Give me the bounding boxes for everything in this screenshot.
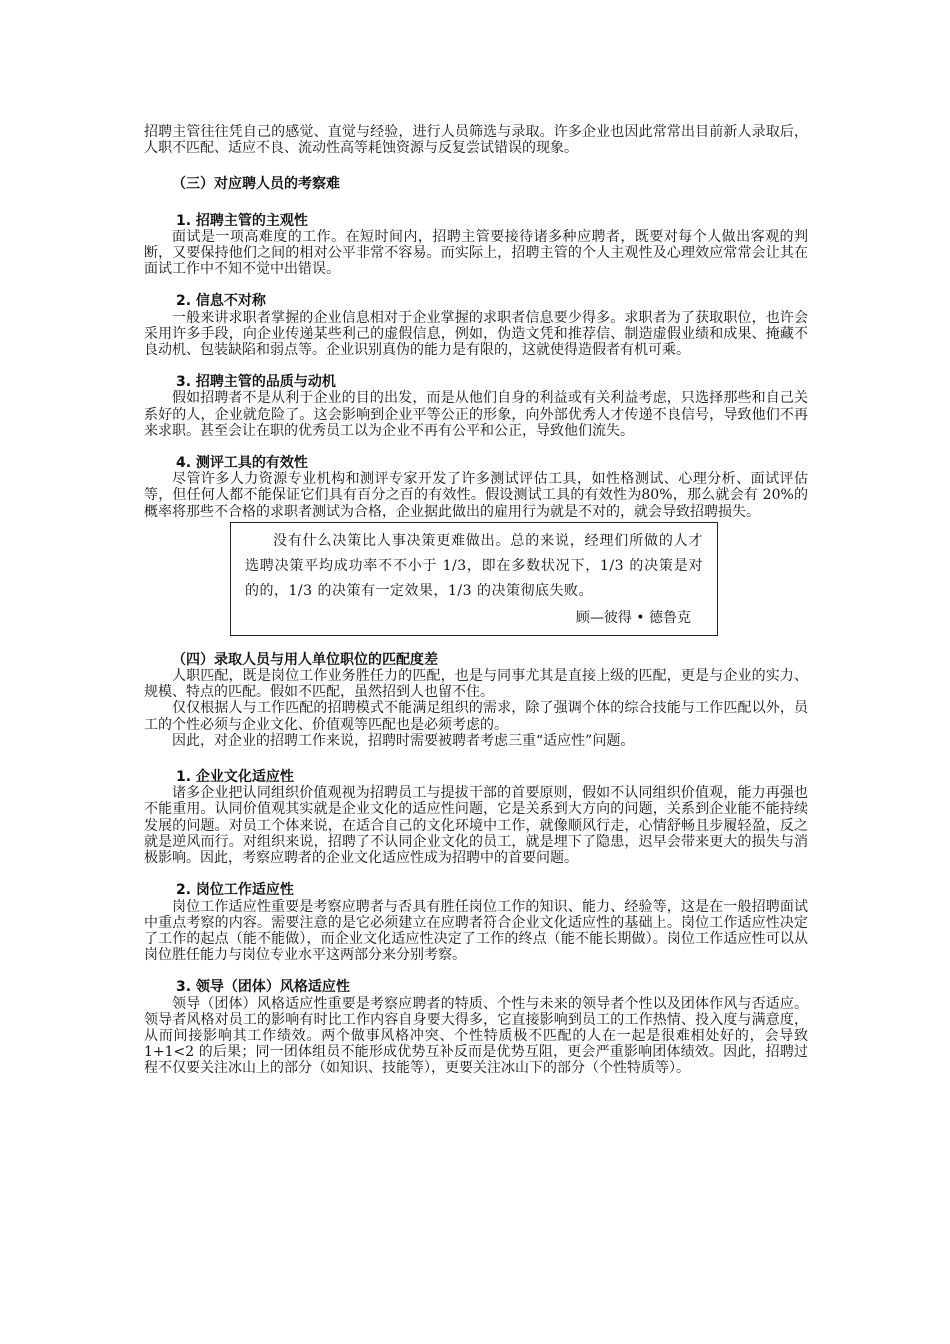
subheading-leadership-fit: 3. 领导（团体）风格适应性 (176, 979, 350, 996)
quote-box (230, 522, 718, 636)
paragraph-job-fit: 岗位工作适应性重要是考察应聘者与否具有胜任岗位工作的知识、能力、经验等，这是在一般招聘面试中重点考察的内容。需要注意的是它必须建立在应聘者符合企业文化适应性的基础上。岗位工作适应性决定了工作的起点（能不能做），而企业文化适应性决定了工作的终点（能不能长期做）。岗位工作适应性可以从岗位胜任能力与岗位专业水平这两部分来分别考察。 (144, 898, 808, 964)
paragraph-leadership-fit: 领导（团体）风格适应性重要是考察应聘者的特质、个性与未来的领导者个性以及团体作风与否适应。领导者风格对员工的影响有时比工作内容自身要大得多，它直接影响到员工的工作热情、投入度与满意度，从而间接影响其工作绩效。两个做事风格冲突、个性特质极不匹配的人在一起是很难相处好的，会导致 1+1<2 的后果；同一团体组员不能形成优势互补反而是优势互阻，更会严重影响团体绩效。因此，招聘过程不仅要关注冰山上的部分（如知识、技能等），更要关注冰山下的部分（个性特质等）。 (144, 995, 808, 1077)
paragraph-tool-validity: 尽管许多人力资源专业机构和测评专家开发了许多测试评估工具，如性格测试、心理分析、面试评估等，但任何人都不能保证它们具有百分之百的有效性。假设测试工具的有效性为80%，那么就会有 20%的概率将那些不合格的求职者测试为合格，企业据此做出的雇用行为就是不对的，就会导致招聘损失。 (144, 471, 808, 520)
paragraph-information-asymmetry: 一般来讲求职者掌握的企业信息相对于企业掌握的求职者信息要少得多。求职者为了获取职位，也许会采用许多手段，向企业传递某些利己的虚假信息，例如，伪造文凭和推荐信、制造虚假业绩和成果、掩藏不良动机、包装缺陷和弱点等。企业识别真伪的能力是有限的，这就使得造假者有机可乘。 (144, 309, 808, 359)
document-page (144, 124, 808, 1077)
paragraph-matching-model: 仅仅根据人与工作匹配的招聘模式不能满足组织的需求，除了强调个体的综合技能与工作匹配以外，员工的个性必须与企业文化、价值观等匹配也是必须考虑的。 (144, 700, 808, 733)
subheading-quality-motive: 3. 招聘主管的品质与动机 (176, 374, 336, 391)
section-heading-4: （四）录取人员与用人单位职位的匹配度差 (172, 651, 438, 668)
paragraph-subjectivity: 面试是一项高难度的工作。在短时间内，招聘主管要接待诸多种应聘者，既要对每个人做出客观的判断，又要保持他们之间的相对公平非常不容易。而实际上，招聘主管的个人主观性及心理效应常常会让其在面试工作中不知不觉中出错误。 (144, 228, 808, 278)
paragraph-quality-motive: 假如招聘者不是从利于企业的目的出发，而是从他们自身的利益或有关利益考虑，只选择那些和自己关系好的人，企业就危险了。这会影响到企业平等公正的形象，向外部优秀人才传递不良信号，导致他们不再来求职。甚至会让在职的优秀员工以为企业不再有公平和公正，导致他们流失。 (144, 390, 808, 439)
subheading-information-asymmetry: 2. 信息不对称 (176, 293, 266, 310)
section-heading-3: （三）对应聘人员的考察难 (172, 176, 340, 193)
quote-author: 顾—彼得 • 德鲁克 (575, 609, 691, 626)
subheading-culture-fit: 1. 企业文化适应性 (176, 769, 294, 786)
paragraph-culture-fit: 诸多企业把认同组织价值观视为招聘员工与提拔干部的首要原则，假如不认同组织价值观，能力再强也不能重用。认同价值观其实就是企业文化的适应性问题，它是关系到大方向的问题，关系到企业能不能持续发展的问题。对员工个体来说，在适合自己的文化环境中工作，就像顺风行走，心情舒畅且步履轻盈，反之就是逆风而行。对组织来说，招聘了不认同企业文化的员工，就是埋下了隐患，迟早会带来更大的损失与消极影响。因此，考察应聘者的企业文化适应性成为招聘中的首要问题。 (144, 785, 808, 867)
paragraph-person-job-fit: 人职匹配，既是岗位工作业务胜任力的匹配，也是与同事尤其是直接上级的匹配，更是与企业的实力、规模、特点的匹配。假如不匹配，虽然招到人也留不住。 (144, 668, 808, 701)
intro-paragraph: 招聘主管往往凭自己的感觉、直觉与经验，进行人员筛选与录取。许多企业也因此常常出目前新人录取后，人职不匹配、适应不良、流动性高等耗蚀资源与反复尝试错误的现象。 (144, 124, 808, 157)
quote-text: 没有什么决策比人事决策更难做出。总的来说，经理们所做的人才选聘决策平均成功率不不小于 1/3，即在多数状况下，1/3 的决策是对的的，1/3 的决策有一定效果，1/3 的决策彻底失败。 (245, 532, 703, 599)
subheading-tool-validity: 4. 测评工具的有效性 (176, 455, 308, 472)
paragraph-three-adaptability: 因此，对企业的招聘工作来说，招聘时需要被聘者考虑三重“适应性”问题。 (172, 732, 635, 749)
subheading-job-fit: 2. 岗位工作适应性 (176, 882, 294, 899)
subheading-subjectivity: 1. 招聘主管的主观性 (176, 212, 308, 229)
